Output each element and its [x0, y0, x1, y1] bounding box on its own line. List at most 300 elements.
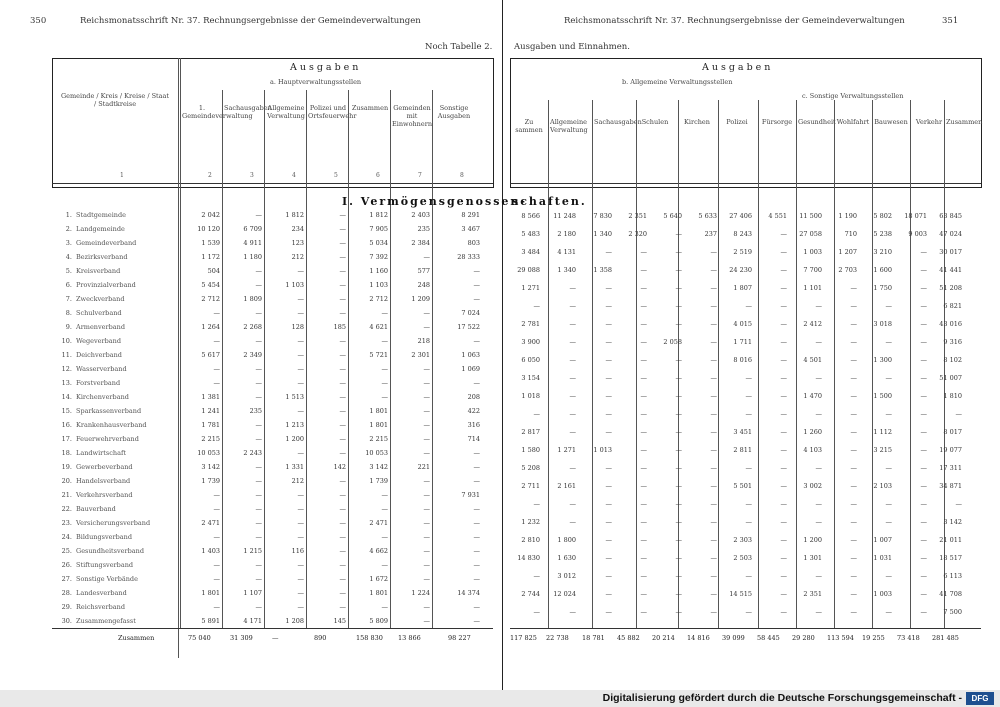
table-cell: — — [885, 302, 892, 310]
table-cell: — — [885, 518, 892, 526]
table-cell: — — [640, 572, 647, 580]
table-cell: — — [850, 356, 857, 364]
table-cell: — — [640, 266, 647, 274]
table-cell: 1 003 — [873, 590, 892, 598]
table-cell: — — [605, 464, 612, 472]
table-cell: 1 200 — [803, 536, 822, 544]
table-cell: 212 — [291, 253, 304, 261]
table-cell: — — [255, 309, 262, 317]
table-row — [502, 428, 992, 442]
table-cell: — — [569, 338, 576, 346]
table-cell: — — [710, 518, 717, 526]
table-cell: 1 739 — [369, 477, 388, 485]
table-cell: — — [780, 608, 787, 616]
table-cell: — — [605, 428, 612, 436]
table-cell: — — [710, 608, 717, 616]
table-cell: — — [675, 482, 682, 490]
table-cell: 19 077 — [939, 446, 962, 454]
table-cell: — — [339, 491, 346, 499]
right-column-header: Verkehr — [915, 118, 943, 126]
table-cell: 3 002 — [803, 482, 822, 490]
table-cell: — — [745, 572, 752, 580]
row-label: Sonstige Verbände — [76, 575, 138, 583]
table-cell: — — [339, 337, 346, 345]
table-cell: — — [920, 374, 927, 382]
table-cell: — — [381, 491, 388, 499]
table-cell: — — [473, 603, 480, 611]
right-column-header: Polizei — [726, 118, 748, 126]
table-cell: — — [339, 379, 346, 387]
table-cell: — — [255, 421, 262, 429]
table-row — [502, 410, 992, 424]
table-cell: 3 484 — [521, 248, 540, 256]
table-cell: 5 640 — [663, 212, 682, 220]
table-cell: — — [675, 356, 682, 364]
table-cell: — — [297, 267, 304, 275]
table-cell: — — [339, 407, 346, 415]
table-cell: — — [473, 337, 480, 345]
table-cell: 1 812 — [369, 211, 388, 219]
table-cell: — — [605, 320, 612, 328]
table-row — [502, 302, 992, 316]
table-cell: — — [920, 446, 927, 454]
table-cell: — — [710, 266, 717, 274]
table-cell: — — [473, 505, 480, 513]
table-cell: 5 802 — [873, 212, 892, 220]
total-cell: 29 280 — [792, 634, 815, 642]
row-label: Bezirksverband — [76, 253, 128, 261]
table-row — [0, 492, 500, 506]
table-cell: 3 012 — [557, 572, 576, 580]
table-cell: — — [780, 500, 787, 508]
table-cell: 316 — [467, 421, 480, 429]
table-cell: — — [213, 533, 220, 541]
table-cell: — — [569, 608, 576, 616]
table-cell: 504 — [207, 267, 220, 275]
row-label: Gewerbeverband — [76, 463, 133, 471]
table-cell: 1 213 — [285, 421, 304, 429]
table-cell: 234 — [291, 225, 304, 233]
row-number: 2. — [65, 225, 72, 233]
right-table-note: Ausgaben und Einnahmen. — [514, 42, 630, 52]
table-cell: — — [423, 547, 430, 555]
table-cell: — — [339, 519, 346, 527]
row-label: Sparkassenverband — [76, 407, 142, 415]
row-number: 3. — [65, 239, 72, 247]
table-cell: — — [920, 554, 927, 562]
table-cell: — — [815, 608, 822, 616]
table-cell: 27 406 — [729, 212, 752, 220]
table-cell: — — [339, 281, 346, 289]
table-cell: 8 566 — [521, 212, 540, 220]
table-row — [0, 576, 500, 590]
table-cell: 1 224 — [411, 589, 430, 597]
table-cell: — — [920, 482, 927, 490]
left-table-note: Noch Tabelle 2. — [425, 42, 493, 52]
table-cell: 2 810 — [521, 536, 540, 544]
table-cell: — — [885, 500, 892, 508]
table-cell: 12 024 — [553, 590, 576, 598]
row-number: 30. — [61, 617, 72, 625]
table-cell: — — [850, 392, 857, 400]
table-cell: — — [255, 393, 262, 401]
table-cell: 2 712 — [201, 295, 220, 303]
table-cell: — — [339, 589, 346, 597]
table-cell: 1 580 — [521, 446, 540, 454]
row-number: 15. — [61, 407, 72, 415]
row-number: 8. — [65, 309, 72, 317]
table-row — [0, 296, 500, 310]
left-column-header: Gemeinden mit Einwohnern — [392, 104, 432, 128]
table-cell: 5 208 — [521, 464, 540, 472]
row-number: 4. — [65, 253, 72, 261]
table-cell: — — [780, 338, 787, 346]
table-row — [502, 608, 992, 622]
row-number: 27. — [61, 575, 72, 583]
table-cell: — — [569, 374, 576, 382]
table-cell: — — [569, 302, 576, 310]
table-row — [502, 446, 992, 460]
table-cell: — — [423, 561, 430, 569]
table-cell: 10 120 — [197, 225, 220, 233]
table-cell: — — [473, 547, 480, 555]
table-row — [0, 352, 500, 366]
left-column-number: 4 — [292, 172, 296, 179]
right-section-title: schaften. — [512, 195, 587, 208]
right-total-rule — [510, 628, 981, 629]
row-label: Schulverband — [76, 309, 122, 317]
table-cell: — — [710, 572, 717, 580]
table-cell: — — [920, 248, 927, 256]
table-cell: — — [423, 575, 430, 583]
table-cell: 1 812 — [285, 211, 304, 219]
left-column-number: 8 — [460, 172, 464, 179]
table-cell: 1 750 — [873, 284, 892, 292]
table-cell: 5 034 — [369, 239, 388, 247]
table-cell: — — [920, 608, 927, 616]
table-cell: 3 451 — [733, 428, 752, 436]
table-row — [0, 268, 500, 282]
table-cell: — — [675, 500, 682, 508]
table-row — [502, 266, 992, 280]
row-label: Deichverband — [76, 351, 122, 359]
table-cell: 710 — [844, 230, 857, 238]
table-cell: — — [710, 590, 717, 598]
table-cell: 2 503 — [733, 554, 752, 562]
row-label: Gesundheitsverband — [76, 547, 144, 555]
total-cell: — — [272, 634, 279, 642]
table-cell: 1 112 — [873, 428, 892, 436]
table-cell: 7 024 — [461, 309, 480, 317]
row-label: Landesverband — [76, 589, 127, 597]
table-cell: — — [297, 379, 304, 387]
table-cell: 2 215 — [201, 435, 220, 443]
table-cell: 5 617 — [201, 351, 220, 359]
table-cell: — — [640, 428, 647, 436]
row-label: Kirchenverband — [76, 393, 129, 401]
table-cell: 218 — [417, 337, 430, 345]
table-cell: — — [255, 519, 262, 527]
table-cell: 714 — [467, 435, 480, 443]
table-row — [0, 436, 500, 450]
total-cell: 117 825 — [510, 634, 537, 642]
table-cell: 1 031 — [873, 554, 892, 562]
table-cell: — — [605, 248, 612, 256]
row-label: Handelsverband — [76, 477, 131, 485]
table-cell: — — [710, 536, 717, 544]
table-cell: 9 316 — [943, 338, 962, 346]
table-cell: — — [850, 608, 857, 616]
table-cell: 2 744 — [521, 590, 540, 598]
table-row — [0, 534, 500, 548]
row-number: 9. — [65, 323, 72, 331]
table-cell: 3 142 — [369, 463, 388, 471]
table-cell: — — [675, 572, 682, 580]
left-page-number: 350 — [30, 16, 47, 26]
table-cell: 1 271 — [557, 446, 576, 454]
table-cell: 7 931 — [461, 491, 480, 499]
table-cell: — — [533, 608, 540, 616]
table-cell: — — [473, 449, 480, 457]
table-cell: — — [780, 248, 787, 256]
table-cell: 6 709 — [243, 225, 262, 233]
left-column-number: 6 — [376, 172, 380, 179]
table-cell: — — [569, 410, 576, 418]
table-cell: — — [605, 410, 612, 418]
table-cell: 11 500 — [799, 212, 822, 220]
table-cell: — — [473, 463, 480, 471]
table-cell: — — [473, 617, 480, 625]
table-cell: 4 621 — [369, 323, 388, 331]
table-cell: 2 103 — [873, 482, 892, 490]
table-cell: — — [423, 533, 430, 541]
table-cell: — — [710, 554, 717, 562]
table-row — [502, 212, 992, 226]
table-cell: — — [423, 253, 430, 261]
table-cell: — — [675, 230, 682, 238]
table-cell: 145 — [333, 617, 346, 625]
table-cell: — — [255, 211, 262, 219]
table-cell: — — [850, 590, 857, 598]
table-cell: — — [920, 356, 927, 364]
table-cell: 10 053 — [365, 449, 388, 457]
table-cell: — — [339, 295, 346, 303]
table-cell: — — [255, 491, 262, 499]
table-cell: — — [675, 284, 682, 292]
total-cell: 39 099 — [722, 634, 745, 642]
table-cell: 5 721 — [369, 351, 388, 359]
table-cell: 14 374 — [457, 589, 480, 597]
table-cell: — — [473, 267, 480, 275]
table-cell: — — [533, 500, 540, 508]
table-cell: — — [675, 590, 682, 598]
table-cell: — — [710, 338, 717, 346]
row-label: Reichsverband — [76, 603, 125, 611]
table-cell: 1 539 — [201, 239, 220, 247]
table-cell: — — [297, 407, 304, 415]
table-cell: — — [920, 338, 927, 346]
left-stub-header: Gemeinde / Kreis / Kreise / Staat / Stadtkreise — [60, 92, 169, 108]
table-row — [0, 212, 500, 226]
table-cell: — — [640, 410, 647, 418]
table-cell: 6 821 — [943, 302, 962, 310]
table-cell: 1 470 — [803, 392, 822, 400]
table-row — [0, 548, 500, 562]
table-cell: — — [255, 379, 262, 387]
table-cell: — — [850, 554, 857, 562]
table-cell: 18 071 — [904, 212, 927, 220]
table-cell: — — [640, 608, 647, 616]
table-cell: 2 519 — [733, 248, 752, 256]
table-cell: 1 340 — [593, 230, 612, 238]
table-cell: — — [423, 407, 430, 415]
table-cell: — — [675, 446, 682, 454]
table-cell: 1 069 — [461, 365, 480, 373]
row-label: Bildungsverband — [76, 533, 132, 541]
left-running-head: Reichsmonatsschrift Nr. 37. Rechnungsergebnisse der Gemeindeverwaltungen — [80, 16, 421, 26]
table-cell: — — [920, 410, 927, 418]
table-cell: 1 711 — [733, 338, 752, 346]
table-cell: — — [640, 536, 647, 544]
table-cell: 1 107 — [243, 589, 262, 597]
table-cell: — — [423, 379, 430, 387]
total-cell: 13 866 — [398, 634, 421, 642]
table-cell: 63 845 — [939, 212, 962, 220]
table-cell: — — [850, 446, 857, 454]
table-cell: — — [423, 365, 430, 373]
table-cell: — — [213, 491, 220, 499]
left-column-number: 3 — [250, 172, 254, 179]
table-cell: 6 113 — [943, 572, 962, 580]
row-label: Feuerwehrverband — [76, 435, 139, 443]
row-label: Stiftungsverband — [76, 561, 134, 569]
table-cell: — — [780, 302, 787, 310]
table-cell: 1 672 — [369, 575, 388, 583]
right-column-header: Sachausgaben — [594, 118, 642, 126]
table-cell: — — [780, 554, 787, 562]
table-cell: — — [850, 500, 857, 508]
table-cell: 11 248 — [553, 212, 576, 220]
table-cell: 5 454 — [201, 281, 220, 289]
table-cell: — — [255, 477, 262, 485]
table-cell: — — [920, 518, 927, 526]
table-cell: — — [473, 575, 480, 583]
table-cell: — — [255, 561, 262, 569]
table-cell: 1 264 — [201, 323, 220, 331]
table-cell: — — [533, 572, 540, 580]
table-cell: — — [381, 309, 388, 317]
right-heading-title: Ausgaben — [702, 62, 774, 73]
table-cell: — — [423, 477, 430, 485]
table-row — [502, 572, 992, 586]
table-cell: 24 230 — [729, 266, 752, 274]
table-cell: 2 712 — [369, 295, 388, 303]
table-cell: — — [473, 477, 480, 485]
table-cell: 1 271 — [521, 284, 540, 292]
table-cell: — — [213, 505, 220, 513]
table-row — [502, 356, 992, 370]
table-cell: 1 331 — [285, 463, 304, 471]
row-label: Zusammengefasst — [76, 617, 136, 625]
table-row — [0, 450, 500, 464]
table-cell: 18 517 — [939, 554, 962, 562]
table-cell: — — [605, 338, 612, 346]
total-cell: 890 — [314, 634, 327, 642]
left-column-header: Allgemeine Verwaltung — [267, 104, 305, 120]
table-cell: — — [885, 464, 892, 472]
row-label: Landgemeinde — [76, 225, 125, 233]
table-cell: 1 103 — [369, 281, 388, 289]
table-row — [0, 618, 500, 632]
table-cell: 1 739 — [201, 477, 220, 485]
table-cell: 3 142 — [943, 518, 962, 526]
table-cell: — — [710, 500, 717, 508]
table-cell: — — [339, 225, 346, 233]
table-cell: 2 412 — [803, 320, 822, 328]
table-cell: — — [780, 356, 787, 364]
table-cell: — — [745, 374, 752, 382]
table-cell: 8 291 — [461, 211, 480, 219]
table-cell: 51 208 — [939, 284, 962, 292]
row-number: 14. — [61, 393, 72, 401]
table-cell: — — [710, 374, 717, 382]
table-cell: 1 003 — [803, 248, 822, 256]
table-cell: — — [605, 572, 612, 580]
table-cell: — — [710, 284, 717, 292]
table-cell: 6 050 — [521, 356, 540, 364]
table-cell: — — [255, 281, 262, 289]
table-cell: 2 180 — [557, 230, 576, 238]
table-cell: 2 384 — [411, 239, 430, 247]
table-cell: — — [920, 590, 927, 598]
table-cell: — — [339, 393, 346, 401]
table-cell: — — [675, 536, 682, 544]
table-cell: — — [381, 561, 388, 569]
table-cell: 51 007 — [939, 374, 962, 382]
table-cell: — — [850, 572, 857, 580]
right-column-header: Fürsorge — [761, 118, 793, 126]
table-cell: — — [569, 392, 576, 400]
row-number: 13. — [61, 379, 72, 387]
table-cell: — — [780, 320, 787, 328]
table-cell: — — [423, 309, 430, 317]
total-cell: 58 445 — [757, 634, 780, 642]
table-cell: 2 817 — [521, 428, 540, 436]
table-cell: — — [745, 464, 752, 472]
table-cell: — — [710, 356, 717, 364]
table-cell: — — [423, 421, 430, 429]
table-cell: — — [339, 253, 346, 261]
table-cell: 2 320 — [628, 230, 647, 238]
table-cell: — — [955, 500, 962, 508]
table-cell: — — [255, 365, 262, 373]
total-cell: 31 309 — [230, 634, 253, 642]
table-cell: 2 471 — [369, 519, 388, 527]
table-row — [0, 226, 500, 240]
table-cell: — — [640, 338, 647, 346]
table-cell: — — [533, 410, 540, 418]
table-row — [502, 320, 992, 334]
row-label: Armenverband — [76, 323, 126, 331]
table-cell: — — [640, 464, 647, 472]
table-row — [502, 554, 992, 568]
table-cell: — — [297, 519, 304, 527]
table-cell: 17 311 — [939, 464, 962, 472]
table-cell: — — [297, 575, 304, 583]
table-row — [0, 240, 500, 254]
table-cell: — — [339, 477, 346, 485]
row-label: Provinzialverband — [76, 281, 136, 289]
